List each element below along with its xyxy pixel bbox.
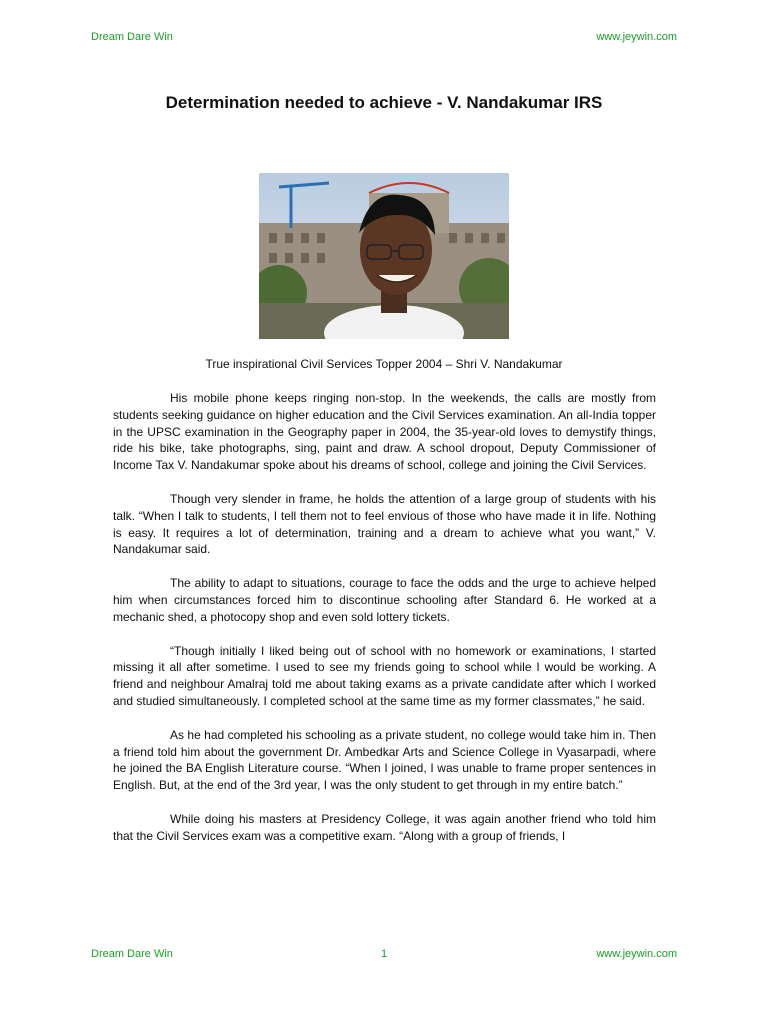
header-website[interactable]: www.jeywin.com <box>596 31 677 43</box>
article-paragraph: His mobile phone keeps ringing non-stop. In the weekends, the calls are mostly from students seeking guidance on higher education and the Civil Services examination. An all-India topper in the UPSC examination in the Geography paper in 2004, the 35-year-old loves to demystify things, ride his bike, take photographs, sing, paint and draw. A school dropout, Deputy Commissioner of Income Tax V. Nandakumar spoke about his dreams of school, college and joining the Civil Services. <box>113 391 656 473</box>
article-paragraph: “Though initially I liked being out of school with no homework or examinations, I started missing it all after sometime. I used to see my friends going to school while I would be working. A friend and neighbour Amalraj told me about taking exams as a private candidate after which I worked and studied simultaneously. I completed school at the same time as my former classmates,” he said. <box>113 643 656 708</box>
photo-caption: True inspirational Civil Services Topper 2004 – Shri V. Nandakumar <box>205 357 563 371</box>
header-brand: Dream Dare Win <box>91 31 173 43</box>
portrait-photo <box>259 173 509 339</box>
page-number: 1 <box>380 948 388 960</box>
article-paragraph: Though very slender in frame, he holds the attention of a large group of students with his talk. “When I talk to students, I tell them not to feel envious of those who have made it in life. Nothing is easy. It requires a lot of determination, training and a dream to achieve what you want,” V. Nandakumar said. <box>113 491 656 557</box>
article-paragraph: As he had completed his schooling as a private student, no college would take him in. Then a friend told him about the government Dr. Ambedkar Arts and Science College in Vyasarpadi, where he joined the BA English Literature course. “When I joined, I was unable to frame proper sentences in English. But, at the end of the 3rd year, I was the only student to get through in my entire batch.” <box>113 727 656 793</box>
footer-brand: Dream Dare Win <box>91 948 173 960</box>
article-body <box>113 390 656 862</box>
article-paragraph: The ability to adapt to situations, courage to face the odds and the urge to achieve helped him when circumstances forced him to discontinue schooling after Standard 6. He worked at a mechanic shed, a photocopy shop and even sold lottery tickets. <box>113 576 656 624</box>
footer-website[interactable]: www.jeywin.com <box>596 948 677 960</box>
page-title: Determination needed to achieve - V. Nandakumar IRS <box>165 93 603 112</box>
article-paragraph: While doing his masters at Presidency College, it was again another friend who told him that the Civil Services exam was a competitive exam. “Along with a group of friends, I <box>113 811 656 843</box>
